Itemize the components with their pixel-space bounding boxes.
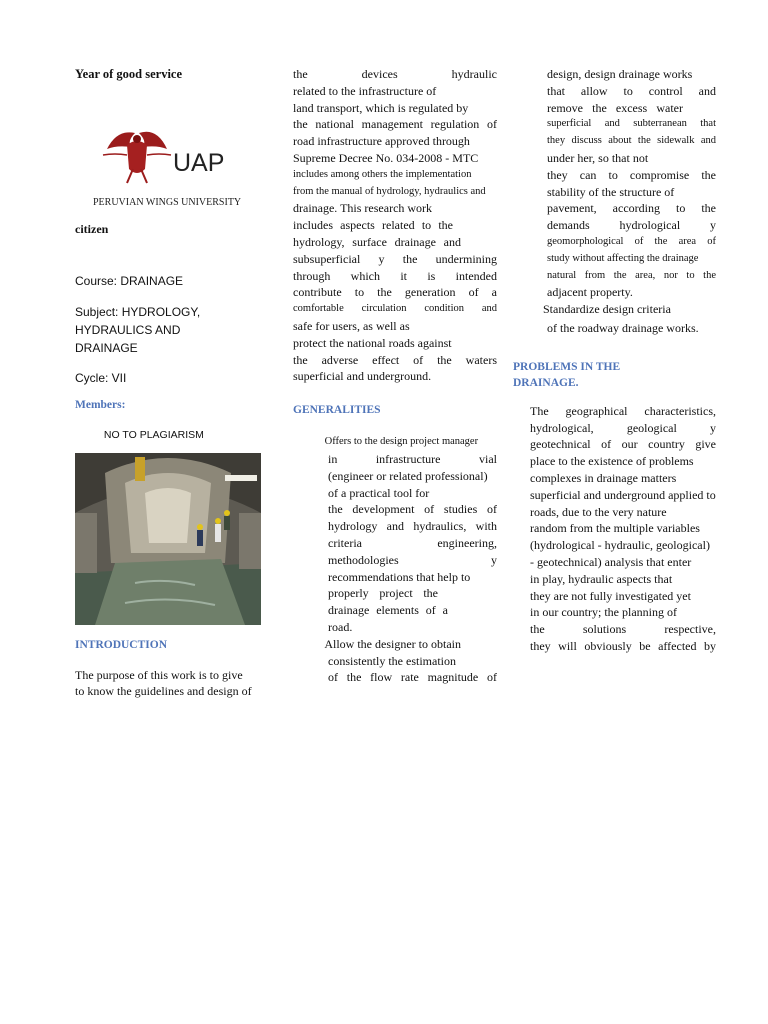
text-line: properly project the — [328, 586, 438, 601]
generalities-heading: GENERALITIES — [293, 404, 381, 417]
text-line: drainage elements of a — [328, 603, 448, 618]
no-plagiarism-item — [75, 429, 280, 441]
generalities-bullet-2 — [293, 636, 497, 686]
text-line: of the flow rate magnitude of — [328, 670, 497, 685]
text-line: the solutions respective, — [530, 622, 716, 637]
text-line: methodologies y — [328, 552, 497, 567]
text-line: superficial and underground. — [293, 369, 432, 384]
text-line: of a practical tool for — [328, 485, 430, 500]
text-line: pavement, according to the — [547, 201, 716, 216]
text-line: superficial and subterranean that — [547, 118, 716, 130]
text-line: geomorphological of the area of — [547, 235, 716, 247]
intro-line: to know the guidelines and design of — [75, 684, 252, 699]
text-line: the adverse effect of the waters — [293, 352, 497, 367]
text-line: demands hydrological y — [547, 218, 716, 233]
col3-paragraph — [513, 66, 716, 301]
text-line: they discuss about the sidewalk and — [547, 135, 716, 147]
problems-heading-line: PROBLEMS IN THE — [513, 360, 621, 373]
column-2 — [293, 66, 497, 686]
text-line: remove the excess water — [547, 100, 683, 115]
cycle-line: Cycle: VII — [75, 370, 127, 385]
condor-emblem-icon — [97, 119, 177, 185]
text-line: through which it is intended — [293, 268, 497, 283]
text-line: hydrological, geological y — [530, 420, 716, 435]
text-line: design, design drainage works — [547, 67, 693, 81]
text-line: land transport, which is regulated by — [293, 100, 469, 115]
course-line: Course: DRAINAGE — [75, 273, 184, 288]
text-line: the national management regulation of — [293, 117, 497, 132]
logo-abbr: UAP — [173, 148, 225, 177]
text-line: they are not fully investigated yet — [530, 588, 691, 603]
intro-paragraph — [75, 667, 280, 701]
text-line: recommendations that help to — [328, 569, 471, 584]
standardize-bullet — [513, 301, 716, 337]
subject-line-2: DRAINAGE — [75, 340, 138, 355]
logo-university-name: PERUVIAN WINGS UNIVERSITY — [93, 196, 242, 208]
citizen-label: citizen — [75, 221, 109, 236]
introduction-heading: INTRODUCTION — [75, 638, 168, 651]
bullet-text: Offers to the design project manager — [324, 436, 479, 448]
text-line: that allow to control and — [547, 83, 716, 98]
text-line: study without affecting the drainage — [547, 252, 699, 264]
text-line: adjacent property. — [547, 285, 633, 300]
text-line: hydrology and hydraulics, with — [328, 519, 497, 534]
text-line: related to the infrastructure of — [293, 83, 437, 98]
text-line: criteria engineering, — [328, 535, 497, 550]
column-1 — [75, 66, 280, 700]
text-line: they can to compromise the — [547, 167, 716, 182]
text-line: (hydrological - hydraulic, geological) — [530, 538, 710, 553]
text-line: road. — [328, 619, 353, 634]
text-line: drainage. This research work — [293, 201, 433, 216]
subject-line-1: Subject: HYDROLOGY, HYDRAULICS AND — [75, 304, 201, 337]
text-line: - geotechnical) analysis that enter — [530, 554, 692, 569]
text-line: consistently the estimation — [328, 653, 456, 668]
bullet-text: Standardize design criteria — [543, 302, 671, 317]
text-line: comfortable circulation condition and — [293, 303, 497, 315]
text-line: geotechnical of our country give — [530, 437, 716, 452]
problems-heading-line: DRAINAGE. — [513, 376, 579, 389]
generalities-bullet-1 — [293, 434, 497, 636]
text-line: protect the national roads against — [293, 335, 452, 350]
text-line: road infrastructure approved through — [293, 134, 470, 149]
doc-title: Year of good service — [75, 67, 183, 81]
text-line: safe for users, as well as — [293, 318, 410, 333]
text-line: the development of studies of — [328, 502, 497, 517]
text-line: includes among others the implementation — [293, 168, 472, 180]
members-heading: Members: — [75, 398, 126, 411]
text-line: The geographical characteristics, — [530, 403, 716, 418]
text-line: natural from the area, nor to the — [547, 269, 716, 281]
text-line: in play, hydraulic aspects that — [530, 571, 673, 586]
col2-paragraph — [293, 66, 497, 385]
text-line: superficial and underground applied to — [530, 487, 716, 502]
text-line: contribute to the generation of a — [293, 285, 497, 300]
text-line: (engineer or related professional) — [328, 468, 488, 483]
text-line: includes aspects related to the — [293, 218, 453, 233]
text-line: the devices hydraulic — [293, 67, 497, 81]
text-line: in infrastructure vial — [328, 451, 497, 466]
text-line: in our country; the planning of — [530, 605, 677, 620]
bullet-text: Allow the designer to obtain — [324, 636, 461, 651]
text-line: complexes in drainage matters — [530, 470, 677, 485]
text-line: stability of the structure of — [547, 184, 675, 199]
intro-line: The purpose of this work is to give — [75, 667, 243, 682]
text-line: Supreme Decree No. 034-2008 - MTC — [293, 150, 479, 165]
text-line: under her, so that not — [547, 150, 649, 165]
text-line: of the roadway drainage works. — [547, 320, 699, 335]
text-line: hydrology, surface drainage and — [293, 234, 461, 249]
text-line: they will obviously be affected by — [530, 638, 716, 653]
problems-paragraph — [513, 403, 716, 655]
text-line: random from the multiple variables — [530, 521, 700, 536]
no-plagiarism-text: NO TO PLAGIARISM — [103, 428, 204, 441]
column-3 — [513, 66, 716, 655]
tunnel-photo — [75, 453, 261, 625]
problems-heading — [513, 359, 716, 391]
university-logo — [75, 83, 280, 208]
text-line: place to the existence of problems — [530, 454, 694, 469]
text-line: subsuperficial y the undermining — [293, 251, 497, 266]
text-line: roads, due to the very nature — [530, 504, 667, 519]
text-line: from the manual of hydrology, hydraulics and — [293, 185, 486, 197]
